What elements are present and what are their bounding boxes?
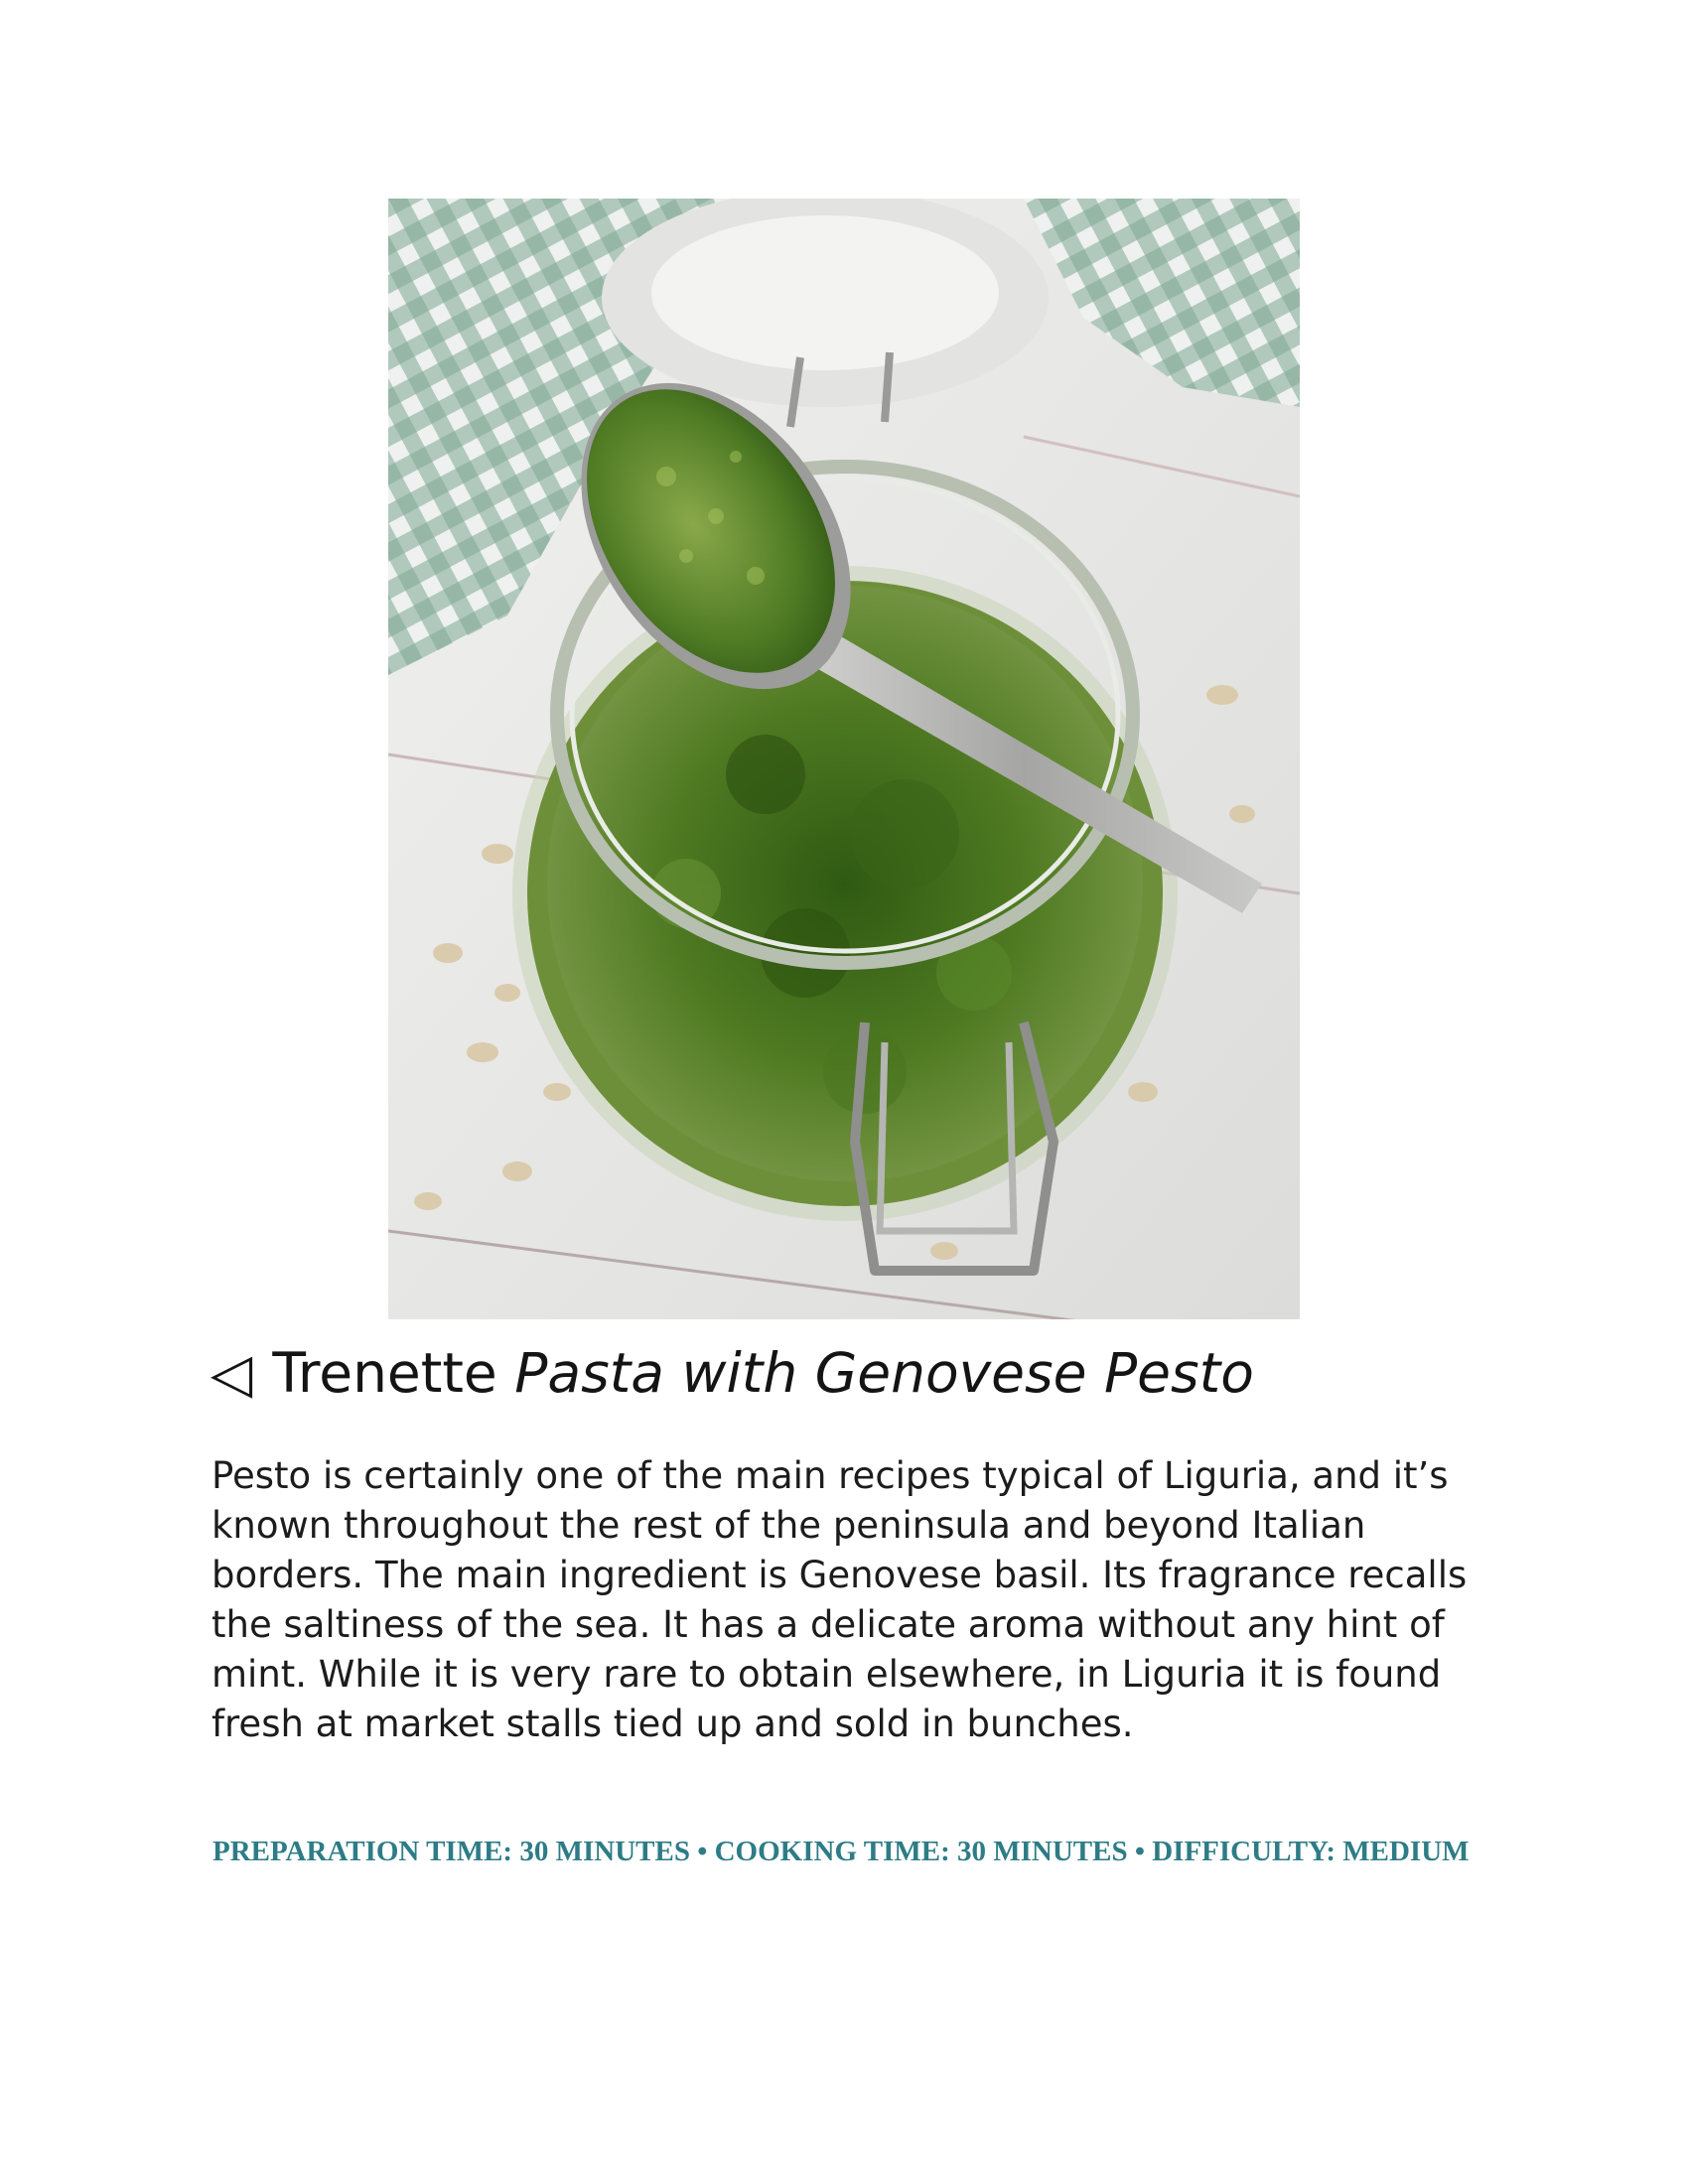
left-triangle-arrow-icon: ◁ xyxy=(211,1341,253,1405)
recipe-title-prefix: Trenette xyxy=(272,1341,497,1405)
pesto-jar-photo xyxy=(388,199,1300,1319)
recipe-description: Pesto is certainly one of the main recipes typical of Liguria, and it’s known throughout the rest of the peninsula and beyond Italian borders. The main ingredient is Genovese basil. Its fragrance recalls the saltiness of the sea. It has a delicate aroma without any hint of mint. While it is very rare to obtain elsewhere, in Liguria it is found fresh at market stalls tied up and sold in bunches. xyxy=(211,1454,1468,1745)
recipe-title-italic: Pasta with Genovese Pesto xyxy=(514,1341,1254,1405)
recipe-meta: PREPARATION TIME: 30 MINUTES • COOKING TIME: 30 MINUTES • DIFFICULTY: MEDIUM xyxy=(212,1836,1470,1867)
recipe-title xyxy=(211,1338,1501,1408)
